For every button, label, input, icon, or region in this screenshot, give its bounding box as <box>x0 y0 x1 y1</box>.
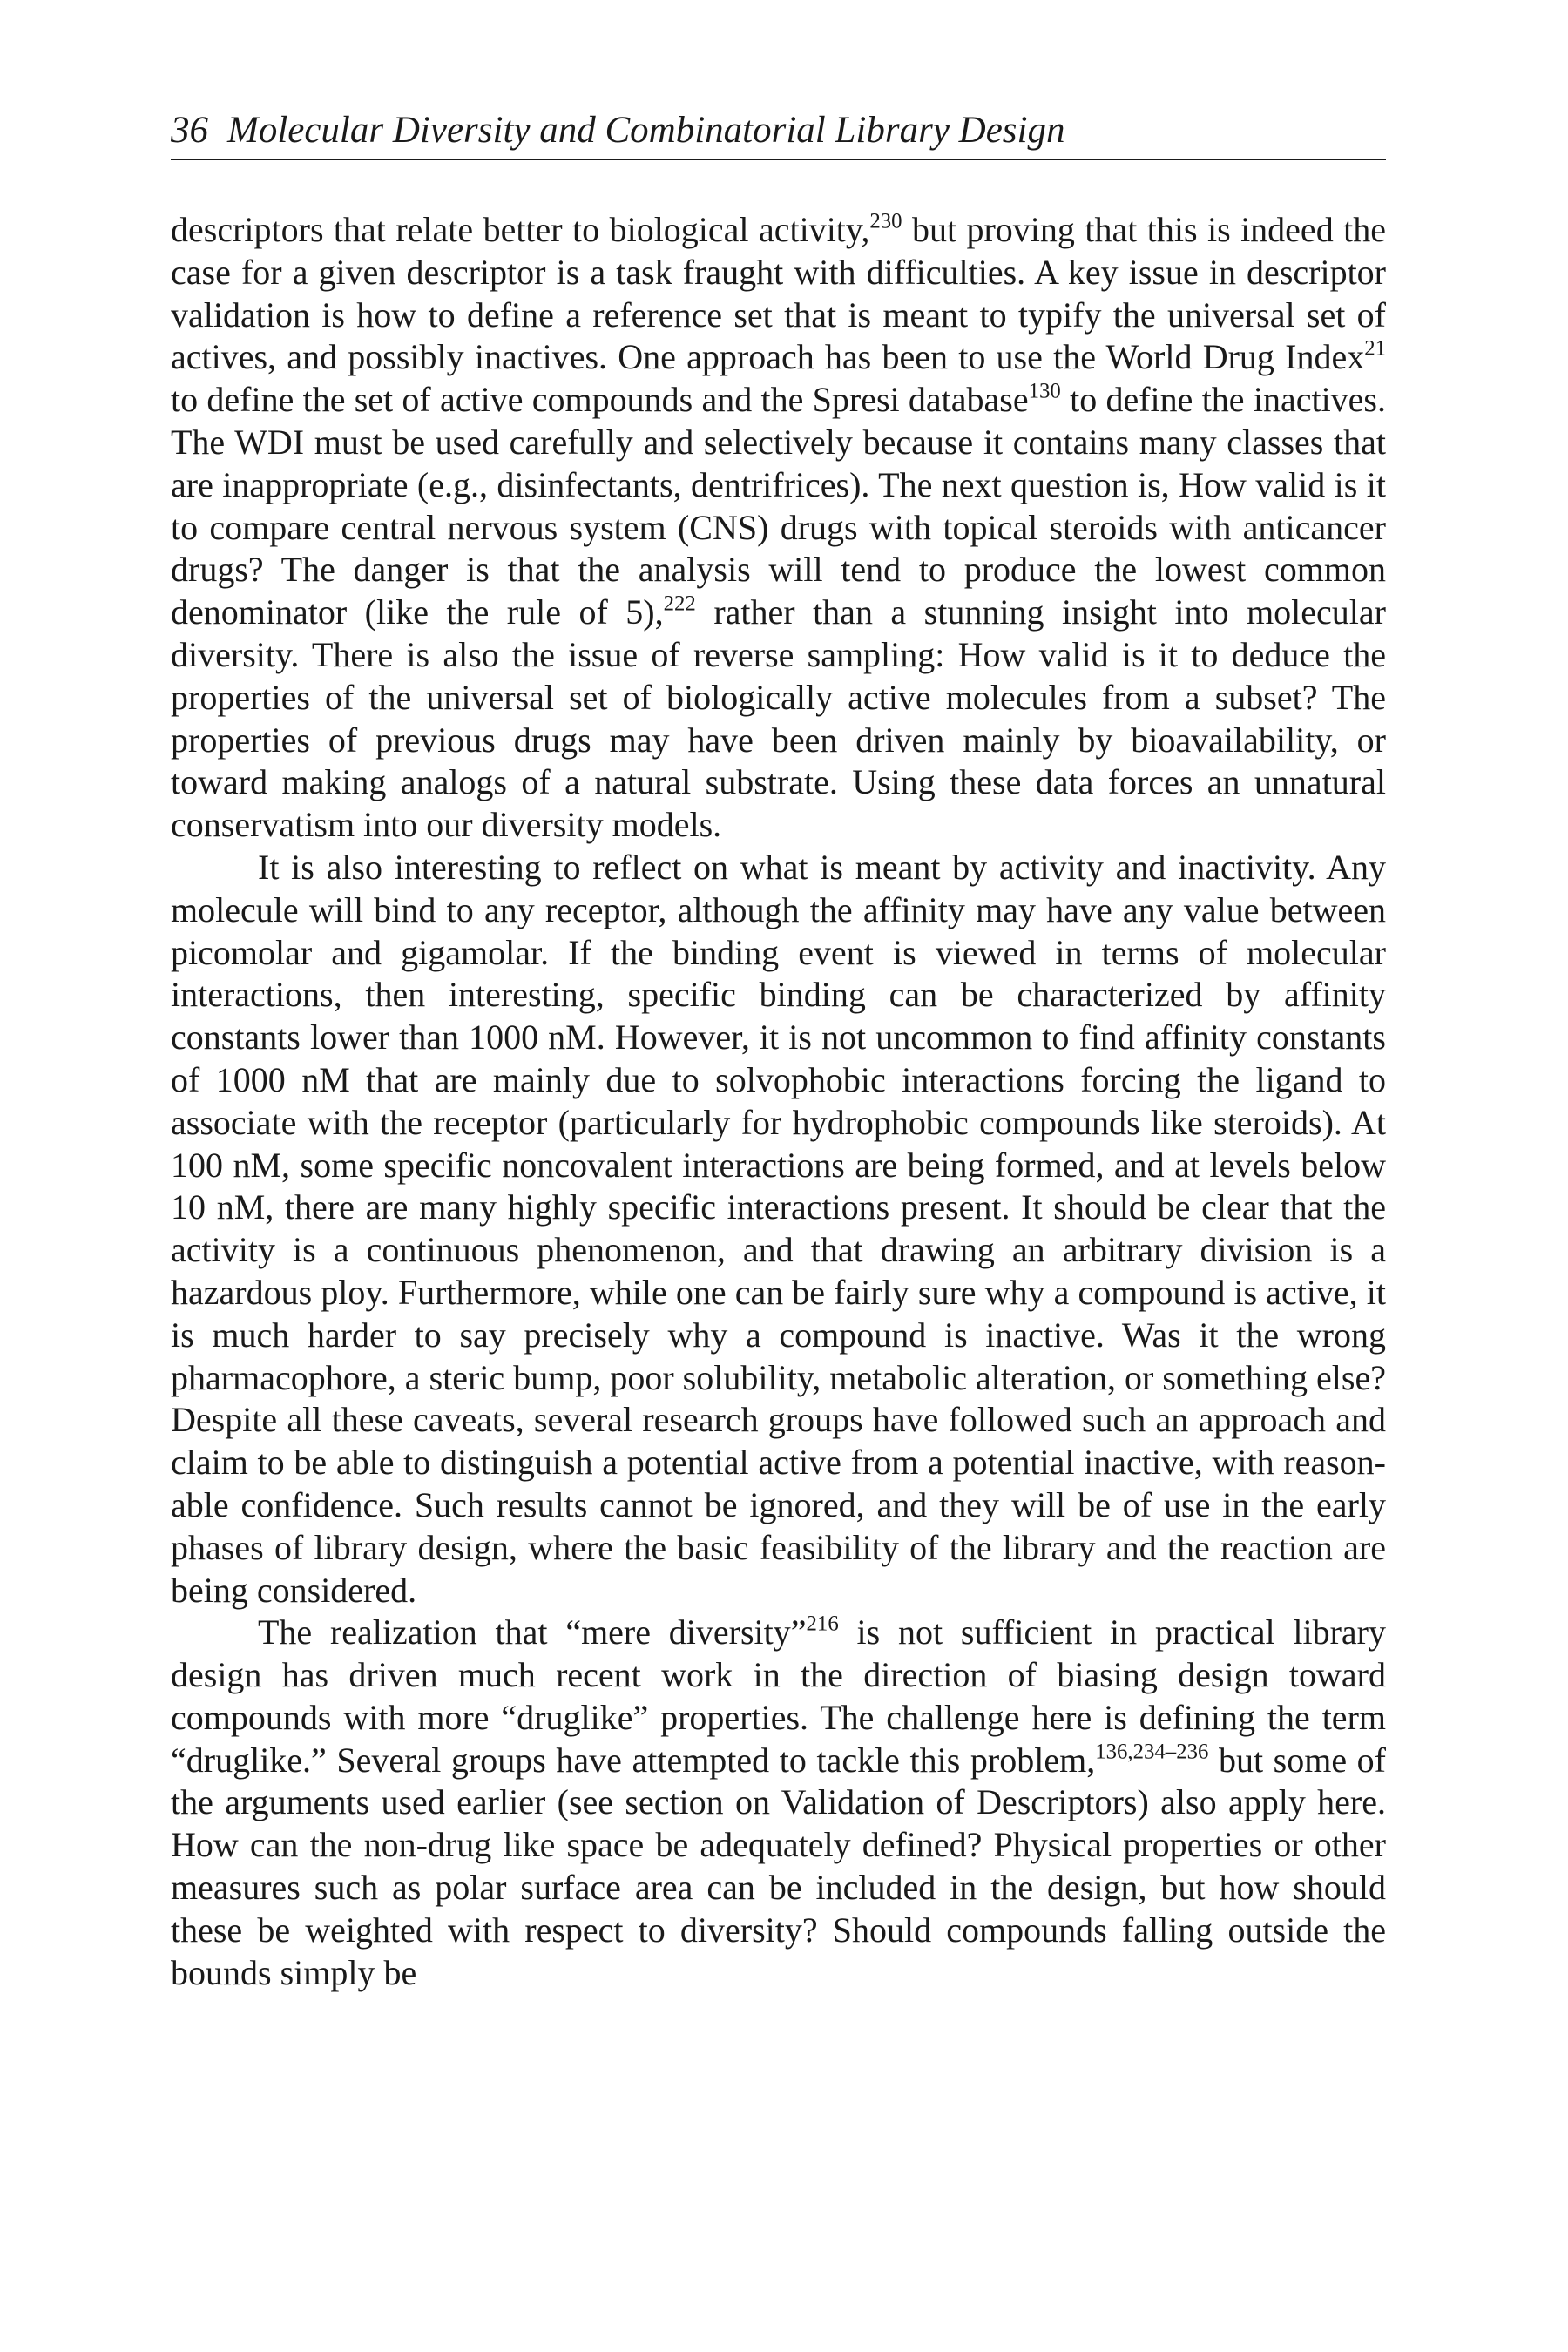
citation-ref: 21 <box>1364 337 1386 362</box>
page-number: 36 <box>171 110 208 151</box>
paragraph-3: The realization that “mere diversity”$^{216}$ is not sufficient in practical library design has driven much recent work in the direction of biasing design toward compounds with more “druglike” properties. The challenge here is defining the term “druglike.” Several groups have attempted to tackle this problem,$^{136,234-236}$ but some of the arguments used earlier (see section on Validation of Descriptors) also apply here. How can the non-drug like space be adequately defined? Physical properties or other measures such as polar surface area can be included in the design, but how should these be weighted with respect to diversity? Should compounds falling outside the bounds simply be <box>171 1612 1386 1992</box>
body-text <box>171 209 1386 1994</box>
citation-ref: 136,234–236 <box>1095 1740 1209 1764</box>
citation-ref: 222 <box>663 591 696 616</box>
citation-ref: 216 <box>806 1612 839 1636</box>
paragraph-1: descriptors that relate better to biological activity,$^{230}$ but proving that this is indeed the case for a given descriptor is a task fraught with difficulties. A key issue in descriptor validation is how to define a reference set that is meant to typify the universal set of actives, and possibly inactives. One approach has been to use the World Drug Index$^{21}$ to define the set of active compounds and the Spresi database$^{130}$ to define the inactives. The WDI must be used carefully and selectively because it contains many classes that are inappropriate (e.g., disinfectants, dentrifrices). The next question is, How valid is it to compare central nervous system (CNS) drugs with topical steroids with anticancer drugs? The danger is that the analysis will tend to produce the lowest common denominator (like the rule of 5),$^{222}$ rather than a stunning insight into molecular diversity. There is also the issue of reverse sampling: How valid is it to deduce the properties of the universal set of biologically active molecules from a subset? The properties of previous drugs may have been driven mainly by bioavailability, or toward making analogs of a natural substrate. Using these data forces an unnatural conservatism into our diversity models. <box>171 209 1386 845</box>
citation-ref: 130 <box>1028 379 1061 403</box>
paragraph-2: It is also interesting to reflect on what is meant by activity and inactivity. Any molecule will bind to any receptor, although the affinity may have any value between picomolar and gigamolar. If the binding event is viewed in terms of molecular interactions, then interesting, specific binding can be characterized by affinity constants lower than 1000 nM. However, it is not uncommon to find affinity constants of 1000 nM that are mainly due to solvophobic interactions forcing the ligand to associate with the receptor (particularly for hydrophobic compounds like steroids). At 100 nM, some specific noncovalent interactions are being formed, and at levels below 10 nM, there are many highly specific interactions present. It should be clear that the activity is a continuous phenomenon, and that drawing an arbitrary division is a hazardous ploy. Furthermore, while one can be fairly sure why a compound is active, it is much harder to say precisely why a compound is inactive. Was it the wrong pharmacophore, a steric bump, poor solubility, metabolic alteration, or something else? Despite all these caveats, several research groups have followed such an approach and claim to be able to distinguish a potential active from a potential inactive, with reasonable confidence. Such results cannot be ignored, and they will be of use in the early phases of library design, where the basic feasibility of the library and the reaction are being considered. <box>171 847 1386 1610</box>
running-head <box>171 106 1386 160</box>
book-title: Molecular Diversity and Combinatorial Library Design <box>227 110 1065 151</box>
citation-ref: 230 <box>869 209 902 233</box>
